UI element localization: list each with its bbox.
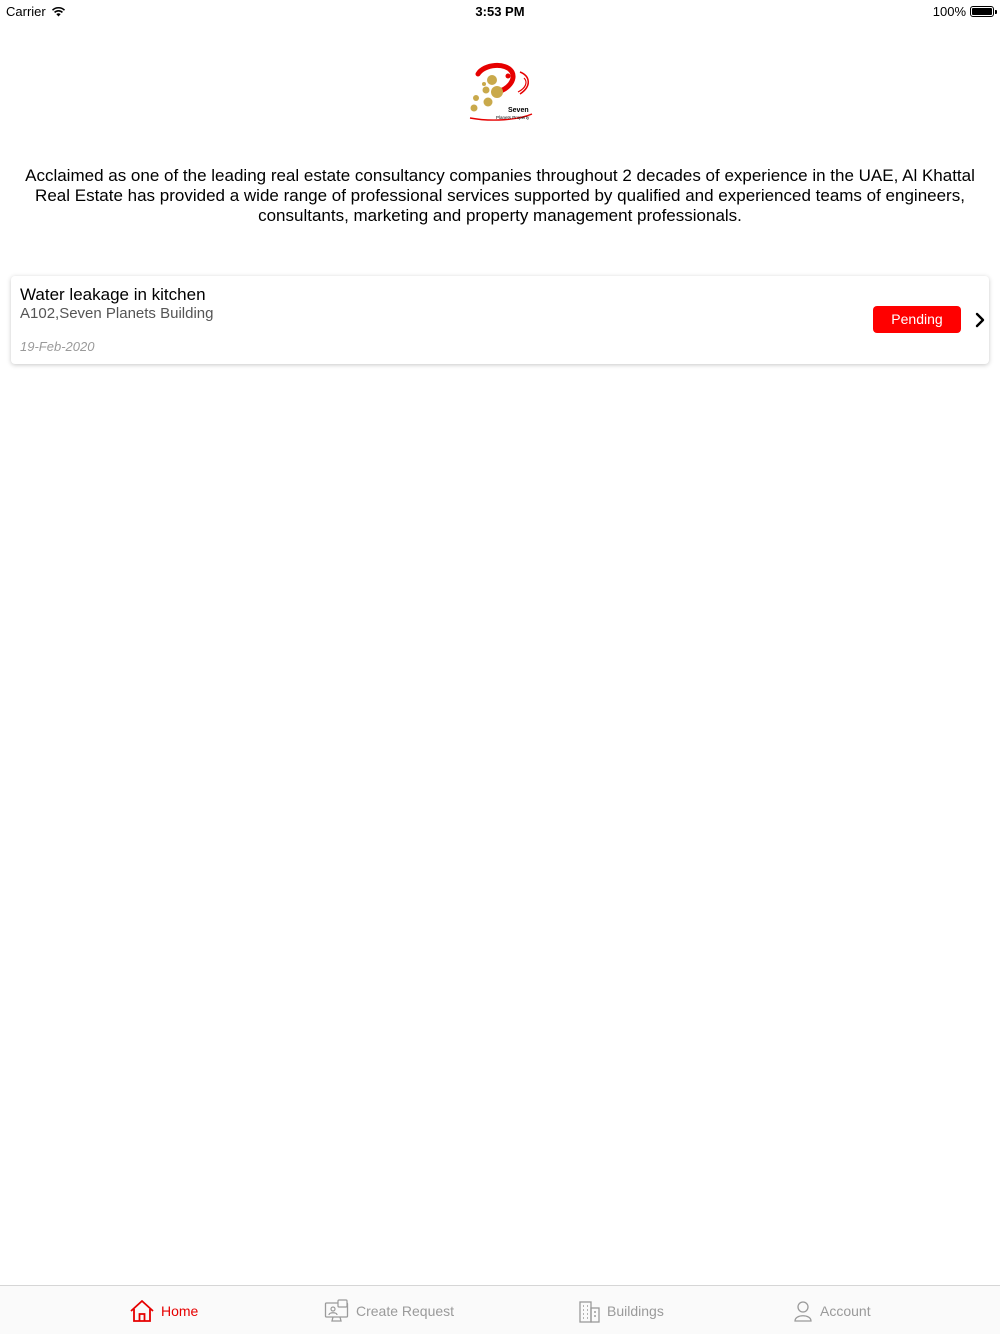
tab-create-request-label: Create Request (356, 1302, 455, 1319)
tab-account[interactable] (792, 1286, 871, 1334)
create-request-icon (324, 1299, 350, 1323)
carrier-label: Carrier (6, 4, 46, 19)
tab-buildings-label: Buildings (607, 1302, 664, 1319)
tab-bar (0, 1285, 1000, 1334)
company-logo (462, 62, 538, 124)
account-icon (792, 1299, 814, 1323)
status-badge: Pending (873, 306, 961, 333)
battery-percent: 100% (932, 4, 966, 19)
tab-create-request[interactable] (324, 1286, 454, 1334)
tab-home-label: Home (161, 1302, 199, 1319)
clock: 3:53 PM (475, 4, 525, 19)
building-icon (577, 1298, 601, 1324)
home-icon (129, 1299, 155, 1323)
battery-icon (970, 6, 994, 17)
status-bar (0, 0, 1000, 22)
chevron-right-icon[interactable] (973, 312, 987, 328)
logo-text-main: Seven (508, 107, 529, 114)
request-title: Water leakage in kitchen (20, 285, 206, 304)
request-date: 19-Feb-2020 (20, 339, 95, 354)
logo-text-sub: Planets Property (496, 115, 530, 120)
tab-home[interactable] (129, 1286, 198, 1334)
tab-buildings[interactable] (577, 1286, 664, 1334)
intro-text: Acclaimed as one of the leading real estate consultancy companies throughout 2 decades of experience in the UAE, Al Khattal Real Estate has provided a wide range of professional services supported by qualified and experienced teams of engineers, consultants, marketing and property management professionals. (25, 166, 975, 225)
request-card[interactable] (11, 276, 989, 364)
request-location: A102,Seven Planets Building (20, 305, 214, 322)
tab-account-label: Account (820, 1302, 871, 1319)
